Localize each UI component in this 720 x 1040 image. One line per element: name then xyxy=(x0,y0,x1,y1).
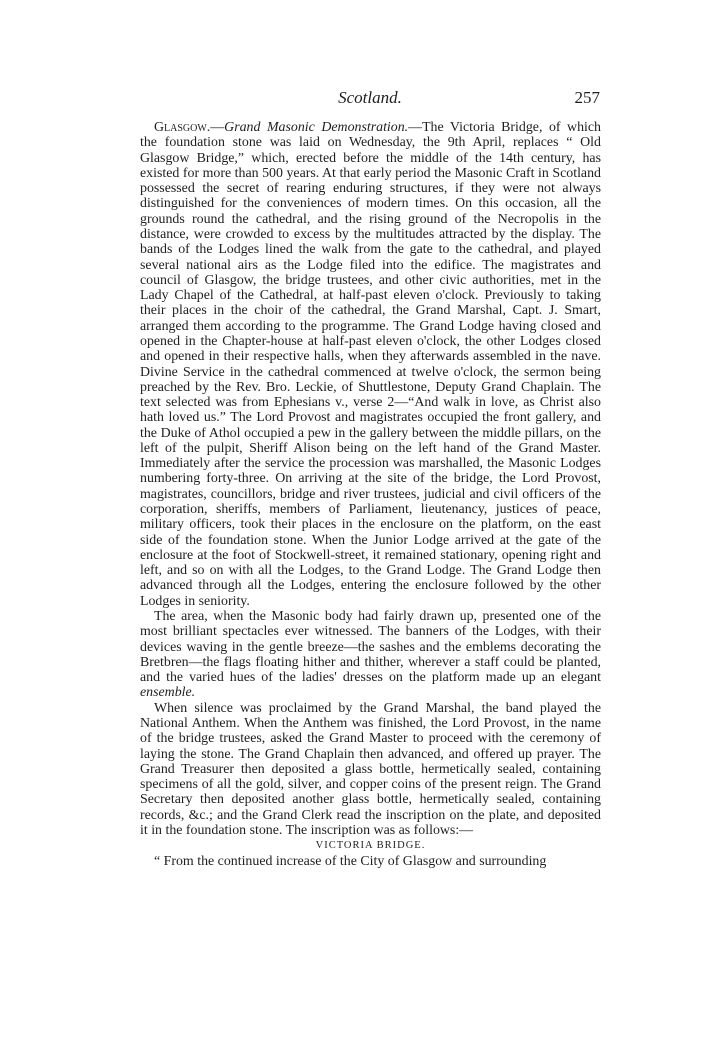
inscription-heading: VICTORIA BRIDGE. xyxy=(315,840,426,852)
place-name: Glasgow. xyxy=(154,120,211,135)
article-body xyxy=(140,120,601,869)
paragraph-2 xyxy=(140,609,601,701)
page-header xyxy=(140,88,600,112)
page-number: 257 xyxy=(574,88,600,107)
paragraph-2-text: The area, when the Masonic body had fairly drawn up, presented one of the most brilliant spectacles ever witnessed. The banners of the Lodges, with their devices waving in the gentle breeze—the sashes and the emblems decorating the Bretbren—the flags floating hither and thither, wherever a staff could be planted, and the varied hues of the ladies' dresses on the platform made up an elegant xyxy=(140,609,601,686)
paragraph-2-italic: ensemble. xyxy=(140,685,196,701)
title-dash: — xyxy=(210,120,225,135)
paragraph-1-text: —The Victoria Bridge, of which the foundation stone was laid on Wednesday, the 9th April, replaces “ Old Glasgow Bridge,” which, erected before the middle of the 14th century, has existed for more than 500 years. At that early period the Masonic Craft in Scotland possessed the secret of rearing enduring structures, if they were not always distinguished for the conveniences of modern times. On this occasion, all the grounds round the cathedral, and the rising ground of the Necropolis in the distance, were crowded to excess by the multitudes attracted by the display. The bands of the Lodges lined the walk from the gate to the cathedral, and played several national airs as the Lodge filed into the edifice. The magistrates and council of Glasgow, the bridge trustees, and other civic authorities, met in the Lady Chapel of the Cathedral, at half-past eleven o'clock. Previously to taking their places in the choir of the cathedral, the Grand Marshal, Capt. J. Smart, arranged them according to the programme. The Grand Lodge having closed and opened in the Chapter-house at half-past eleven o'clock, the other Lodges closed and opened in their respective halls, when they afterwards assembled in the nave. Divine Service in the cathedral commenced at twelve o'clock, the sermon being preached by the Rev. Bro. Leckie, of Shuttlestone, Deputy Grand Chaplain. The text selected was from Ephesians v., verse 2—“And walk in love, as Christ also hath loved us.” The Lord Provost and magistrates occupied the front gallery, and the Duke of Athol occupied a pew in the gallery between the middle pillars, on the left of the pulpit, Sheriff Alison being on the left hand of the Grand Master. Immediately after the service the procession was marshalled, the Masonic Lodges numbering forty-three. On arriving at the site of the bridge, the Lord Provost, magistrates, councillors, bridge and river trustees, judicial and civil officers of the corporation, sheriffs, members of Parliament, lieutenancy, justices of peace, military officers, took their places in the enclosure on the platform, on the east side of the foundation stone. When the Junior Lodge arrived at the gate of the enclosure at the foot of Stockwell-street, it remained stationary, opening right and left, and so on with all the Lodges, to the Grand Lodge. The Grand Lodge then advanced through all the Lodges, entering the enclosure followed by the other Lodges in seniority. xyxy=(140,120,601,609)
paragraph-4: “ From the continued increase of the City of Glasgow and surrounding xyxy=(154,853,547,869)
article-title: Grand Masonic Demonstration. xyxy=(224,120,409,135)
paragraph-3: When silence was proclaimed by the Grand Marshal, the band played the National Anthem. When the Anthem was finished, the Lord Provost, in the name of the bridge trustees, asked the Grand Master to proceed with the ceremony of laying the stone. The Grand Chaplain then advanced, and offered up prayer. The Grand Treasurer then deposited a glass bottle, hermetically sealed, containing specimens of all the gold, silver, and copper coins of the present reign. The Grand Secretary then deposited another glass bottle, hermetically sealed, containing records, &c.; and the Grand Clerk read the inscription on the plate, and deposited it in the foundation stone. The inscription was as follows:— xyxy=(140,700,601,838)
running-head: Scotland. xyxy=(338,88,402,107)
paragraph-1 xyxy=(140,120,601,609)
